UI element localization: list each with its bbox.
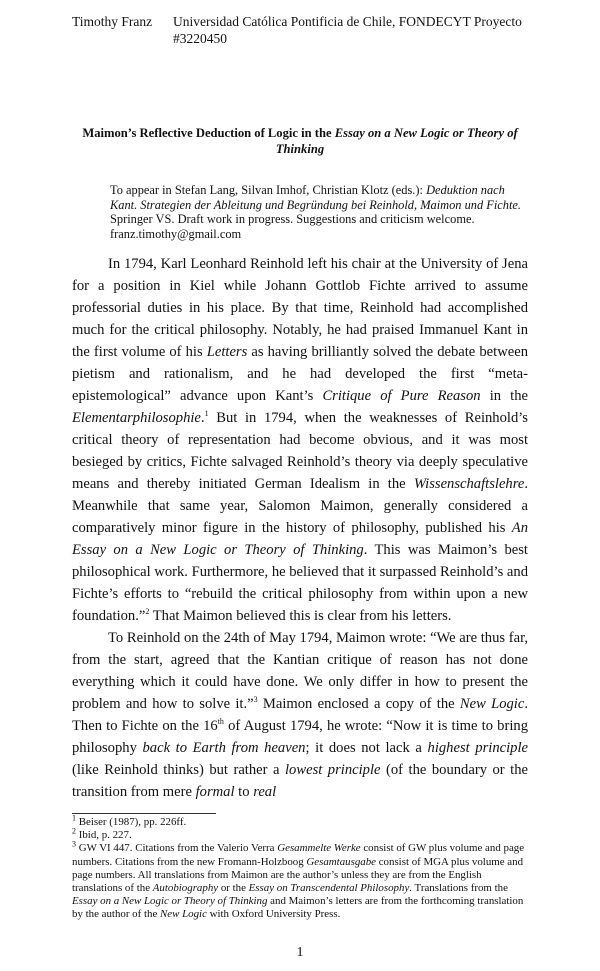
text-run: as having brilliantly solved the debate between pietism and rationalism, and he had developed the first “meta-epistemological” advance upon Kant’s xyxy=(72,344,528,404)
text-run: . Then to Fichte on the 16 xyxy=(72,696,528,734)
text-run: (of the boundary or the transition from mere xyxy=(72,762,528,800)
text-run: or the xyxy=(218,882,249,895)
footnote xyxy=(72,813,528,829)
italic-text: Gesamtausgabe xyxy=(306,855,376,868)
text-run: (like Reinhold thinks) but rather a xyxy=(72,762,285,778)
text-run: of August 1794, he wrote: “Now it is time to bring philosophy xyxy=(72,718,528,756)
italic-text: Letters xyxy=(206,344,248,360)
spacer xyxy=(72,803,528,809)
text-run: Ibid, p. 227. xyxy=(76,829,132,842)
footnote xyxy=(72,839,528,921)
text-run: Maimon enclosed a copy of the xyxy=(257,696,460,712)
italic-text: real xyxy=(253,784,277,800)
text-run: consist of MGA plus volume and page numbers. All translations from Maimon are the author’s unless they are from the English translations of the xyxy=(72,855,524,895)
italic-text: Essay on Transcendental Philosophy xyxy=(248,882,410,895)
text-run: . Meanwhile that same year, Salomon Maimon, generally considered a comparatively minor figure in the history of philosophy, published his xyxy=(72,476,528,536)
text-run: with Oxford University Press. xyxy=(206,908,341,921)
text-run: and Maimon’s letters are from the forthcoming translation by the author of the xyxy=(72,895,524,921)
text-run: consist of GW plus volume and page numbers. Citations from the new Fromann-Holzboog xyxy=(72,842,525,868)
italic-text: Critique of Pure Reason xyxy=(322,388,481,404)
italic-text: Deduktion nach Kant. Strategien der Ableitung und Begründung bei Reinhold, Maimon und Fichte. xyxy=(110,183,522,212)
body-text xyxy=(72,253,528,803)
page-number: 1 xyxy=(296,944,304,960)
italic-text: formal xyxy=(195,784,235,800)
publication-note xyxy=(110,183,528,241)
italic-text: An Essay on a New Logic or Theory of Thinking xyxy=(72,520,528,558)
footnotes xyxy=(72,813,528,922)
text-run: Maimon’s Reflective Deduction of Logic in the xyxy=(82,126,335,140)
italic-text: Wissenschaftslehre xyxy=(413,476,525,492)
footnote-ref: 3 xyxy=(72,839,76,849)
footnote-ref: 3 xyxy=(253,695,258,705)
italic-text: highest principle xyxy=(427,740,528,756)
italic-text: Gesammelte Werke xyxy=(277,842,361,855)
footnote-ref: 1 xyxy=(72,813,76,823)
text-run: That Maimon believed this is clear from his letters. xyxy=(149,608,452,624)
text-run: GW VI 447. Citations from the Valerio Verra xyxy=(76,842,278,855)
text-run: Springer VS. Draft work in progress. Suggestions and criticism welcome. franz.timothy@gmail.com xyxy=(110,212,475,241)
text-run: To Reinhold on the 24th of May 1794, Maimon wrote: “We are thus far, from the start, agreed that the Kantian critique of reason has not done everything which it could have done. We only differ in how to present the problem and how to solve it.” xyxy=(72,630,528,712)
italic-text: New Logic xyxy=(160,908,207,921)
paragraph xyxy=(72,253,528,627)
text-run: in the xyxy=(480,388,528,404)
text-run: . xyxy=(200,410,205,426)
paragraph xyxy=(72,627,528,803)
footnote xyxy=(72,826,528,842)
header-affiliation: Universidad Católica Pontificia de Chile, FONDECYT Proyecto #3220450 xyxy=(173,14,522,46)
italic-text: lowest principle xyxy=(285,762,381,778)
italic-text: back to Earth from heaven xyxy=(142,740,306,756)
italic-text: Essay on a New Logic or Theory of Thinking xyxy=(275,126,518,156)
text-run: In 1794, Karl Leonhard Reinhold left his chair at the University of Jena for a position in Kiel while Johann Gottlob Fichte arrived to assume professorial duties in his place. By that time, Reinhold had accomplished much for the critical philosophy. Notably, he had praised Immanuel Kant in the first volume of his xyxy=(72,256,528,360)
text-run: . This was Maimon’s best philosophical work. Furthermore, he believed that it surpassed Reinhold’s and Fichte’s efforts to “rebuild the critical philosophy from within upon a new foundation.” xyxy=(72,542,528,624)
header-author: Timothy Franz xyxy=(72,14,153,29)
text-run: . Translations from the xyxy=(409,882,508,895)
text-run: ; it does not lack a xyxy=(305,740,428,756)
footnote-ref: 1 xyxy=(204,409,209,419)
text-run: But in 1794, when the weaknesses of Reinhold’s critical theory of representation had become obvious, and it was most besieged by critics, Fichte salvaged Reinhold’s theory via deeply speculative means and thereby initiated German Idealism in the xyxy=(72,410,528,492)
text-run: Beiser (1987), pp. 226ff. xyxy=(76,816,187,828)
italic-text: Autobiography xyxy=(152,882,219,895)
footnote-ref: 2 xyxy=(145,607,150,617)
italic-text: Elementarphilosophie xyxy=(72,410,201,426)
running-header xyxy=(72,13,528,47)
italic-text: Essay on a New Logic or Theory of Thinking xyxy=(72,895,268,908)
footnote-ref: 2 xyxy=(72,826,76,836)
italic-text: New Logic xyxy=(459,696,525,712)
paper-title xyxy=(72,125,528,157)
text-run: to xyxy=(234,784,254,800)
footnote-separator xyxy=(72,813,216,814)
footnote-ref: th xyxy=(217,717,224,727)
text-run: To appear in Stefan Lang, Silvan Imhof, Christian Klotz (eds.): xyxy=(110,183,427,197)
